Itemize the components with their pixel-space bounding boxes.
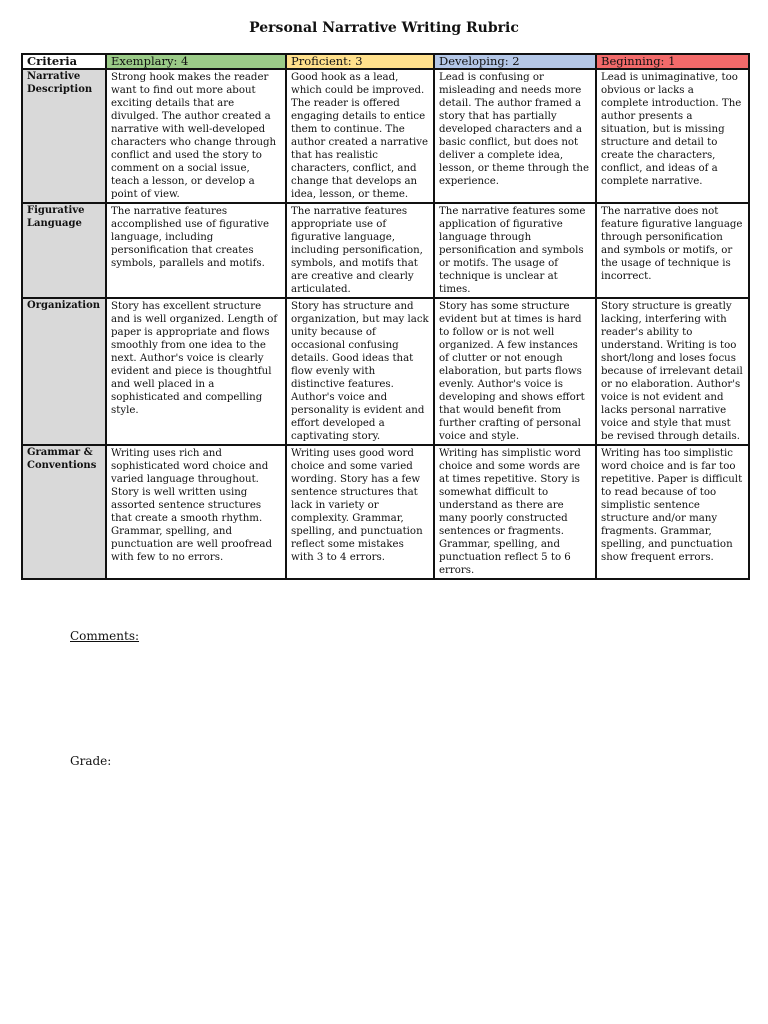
header-proficient: Proficient: 3 xyxy=(286,54,434,69)
cell-proficient: The narrative features appropriate use of figurative language, including personification, symbols, and motifs that are creative and clearly articulated. xyxy=(286,203,434,298)
row-organization xyxy=(22,298,749,445)
cell-beginning: Writing has too simplistic word choice and is far too repetitive. Paper is difficult to read because of too simplistic sentence structure and/or many fragments. Grammar, spelling, and punctuation show frequent errors. xyxy=(596,445,749,579)
header-developing: Developing: 2 xyxy=(434,54,596,69)
cell-developing: Writing has simplistic word choice and some words are at times repetitive. Story is somewhat difficult to understand as there are many poorly constructed sentences or fragments. Grammar, spelling, and punctuation reflect 5 to 6 errors. xyxy=(434,445,596,579)
criteria-cell: Figurative Language xyxy=(22,203,106,298)
cell-beginning: The narrative does not feature figurative language through personification and symbols or motifs, or the usage of technique is incorrect. xyxy=(596,203,749,298)
cell-developing: Story has some structure evident but at times is hard to follow or is not well organized. A few instances of clutter or not enough elaboration, but parts flows evenly. Author's voice is developing and shows effort that would benefit from further crafting of personal voice and style. xyxy=(434,298,596,445)
cell-proficient: Story has structure and organization, but may lack unity because of occasional confusing details. Good ideas that flow evenly with distinctive features. Author's voice and personality is evident and effort developed a captivating story. xyxy=(286,298,434,445)
header-row xyxy=(22,54,749,69)
cell-beginning: Story structure is greatly lacking, interfering with reader's ability to understand. Writing is too short/long and loses focus because of irrelevant detail or no elaboration. Author's voice is not evident and lacks personal narrative voice and style that must be revised through details. xyxy=(596,298,749,445)
header-criteria: Criteria xyxy=(22,54,106,69)
header-exemplary: Exemplary: 4 xyxy=(106,54,286,69)
criteria-cell: Grammar & Conventions xyxy=(22,445,106,579)
comments-label: Comments: xyxy=(70,629,140,643)
cell-beginning: Lead is unimaginative, too obvious or lacks a complete introduction. The author presents a situation, but is missing structure and detail to create the characters, conflict, and ideas of a complete narrative. xyxy=(596,69,749,203)
criteria-cell: Organization xyxy=(22,298,106,445)
cell-exemplary: The narrative features accomplished use of figurative language, including personification that creates symbols, parallels and motifs. xyxy=(106,203,286,298)
header-beginning: Beginning: 1 xyxy=(596,54,749,69)
cell-developing: Lead is confusing or misleading and needs more detail. The author framed a story that has partially developed characters and a basic conflict, but does not deliver a complete idea, lesson, or theme through the experience. xyxy=(434,69,596,203)
cell-exemplary: Strong hook makes the reader want to find out more about exciting details that are divulged. The author created a narrative with well-developed characters who change through conflict and used the story to comment on a social issue, teach a lesson, or develop a point of view. xyxy=(106,69,286,203)
row-grammar-conventions xyxy=(22,445,749,579)
cell-exemplary: Writing uses rich and sophisticated word choice and varied language throughout. Story is well written using assorted sentence structures that create a smooth rhythm. Grammar, spelling, and punctuation are well proofread with few to no errors. xyxy=(106,445,286,579)
grade-label: Grade: xyxy=(70,754,112,768)
page-title: Personal Narrative Writing Rubric xyxy=(249,20,519,36)
rubric-table xyxy=(21,53,750,580)
criteria-cell: Narrative Description xyxy=(22,69,106,203)
cell-exemplary: Story has excellent structure and is well organized. Length of paper is appropriate and flows smoothly from one idea to the next. Author's voice is clearly evident and piece is thoughtful and well placed in a sophisticated and compelling style. xyxy=(106,298,286,445)
row-narrative-description xyxy=(22,69,749,203)
cell-developing: The narrative features some application of figurative language through personification and symbols or motifs. The usage of technique is unclear at times. xyxy=(434,203,596,298)
row-figurative-language xyxy=(22,203,749,298)
cell-proficient: Writing uses good word choice and some varied wording. Story has a few sentence structures that lack in variety or complexity. Grammar, spelling, and punctuation reflect some mistakes with 3 to 4 errors. xyxy=(286,445,434,579)
cell-proficient: Good hook as a lead, which could be improved. The reader is offered engaging details to entice them to continue. The author created a narrative that has realistic characters, conflict, and change that develops an idea, lesson, or theme. xyxy=(286,69,434,203)
